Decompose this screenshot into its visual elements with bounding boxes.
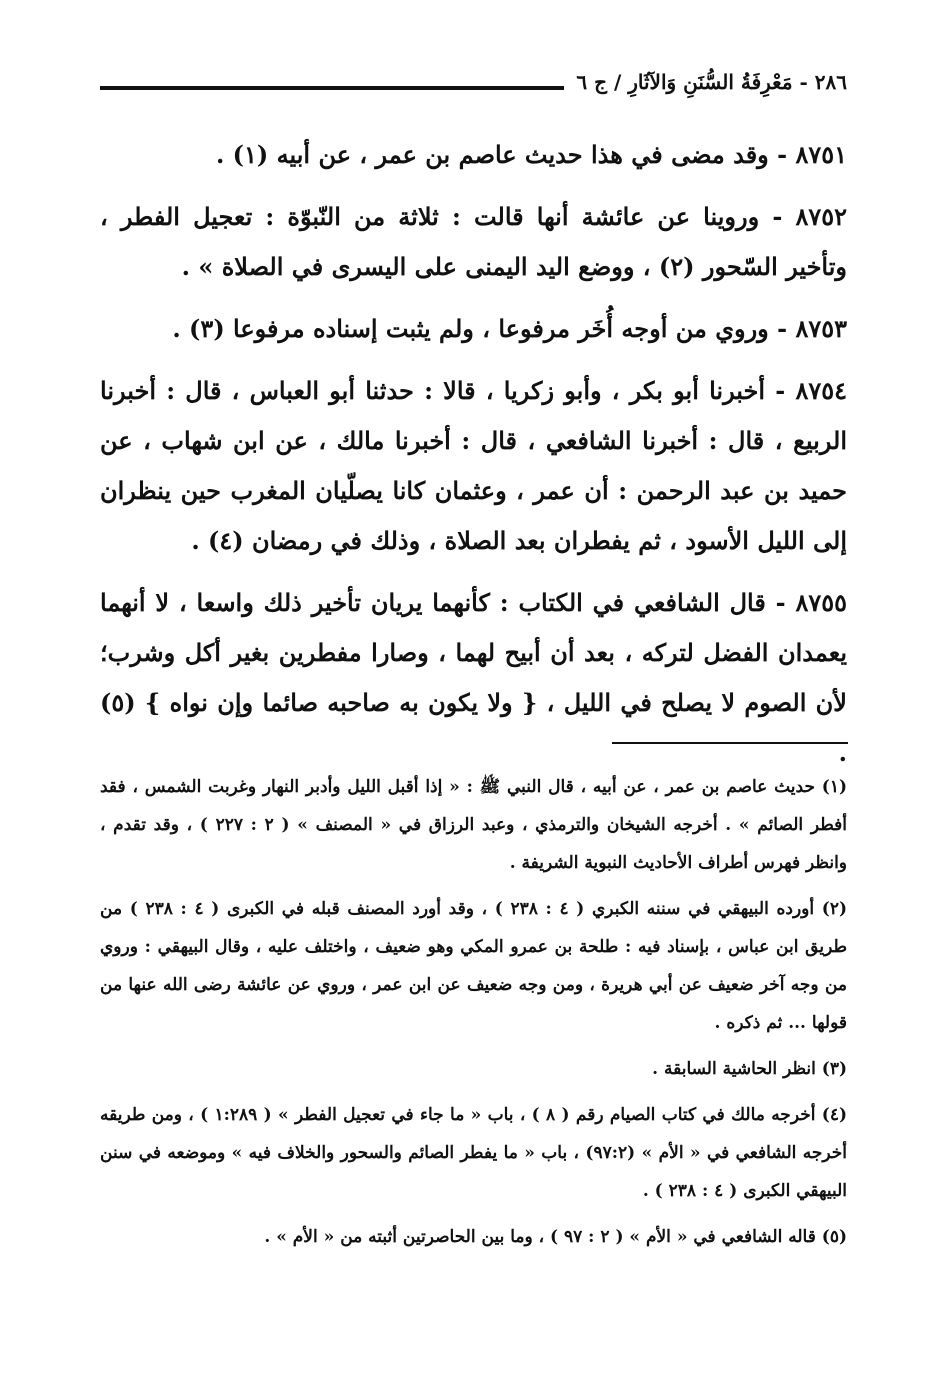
paragraph-text: - وروي من أوجه أُخَر مرفوعا ، ولم يثبت إسناده مرفوعا (٣) . — [172, 314, 796, 343]
header-title: ٢٨٦ - مَعْرِفَةُ السُّنَنِ وَالآثَارِ / ج ٦ — [576, 70, 847, 94]
footnotes — [100, 768, 847, 1264]
footnote-5: (٥) قاله الشافعي في « الأم » ( ٢ : ٩٧ ) ، وما بين الحاصرتين أثبته من « الأم » . — [264, 1227, 847, 1247]
main-text — [100, 130, 847, 790]
hadith-number: ٨٧٥٣ — [795, 314, 847, 343]
paragraph-8754 — [100, 366, 847, 566]
footnote-1: (١) حديث عاصم بن عمر ، عن أبيه ، قال النبي ﷺ : « إذا أقبل الليل وأدبر النهار وغربت الشمس ، فقد أفطر الصائم » . أخرجه الشيخان والترمذي ، وعبد الرزاق في « المصنف » ( ٢ : ٢٢٧ ) ، وقد تقدم ، وانظر فهرس أطراف الأحاديث النبوية الشريفة . — [100, 777, 847, 873]
hadith-number: ٨٧٥١ — [795, 140, 847, 169]
header-rule — [100, 86, 564, 90]
hadith-number: ٨٧٥٢ — [795, 202, 847, 231]
footnote-separator — [612, 742, 848, 744]
running-header — [100, 70, 847, 94]
hadith-number: ٨٧٥٥ — [795, 588, 847, 617]
footnote-4: (٤) أخرجه مالك في كتاب الصيام رقم ( ٨ ) ، باب « ما جاء في تعجيل الفطر » ( ١:٢٨٩ ) ، ومن طريقه أخرجه الشافعي في « الأم » (٩٧:٢) ، باب « ما يفطر الصائم والسحور والخلاف فيه » وموضعه في سنن البيهقي الكبرى ( ٤ : ٢٣٨ ) . — [100, 1105, 847, 1201]
footnote-3: (٣) انظر الحاشية السابقة . — [652, 1059, 847, 1079]
paragraph-8752 — [100, 192, 847, 292]
paragraph-8753 — [100, 304, 847, 354]
paragraph-text: - قال الشافعي في الكتاب : كأنهما يريان تأخير ذلك واسعا ، لا أنهما يعمدان الفضل لتركه ، بعد أن أبيح لهما ، وصارا مفطرين بغير أكل وشرب؛ لأن الصوم لا يصلح في الليل ، { ولا يكون به صاحبه صائما وإن نواه } (٥) . — [100, 588, 847, 767]
paragraph-text: - وروينا عن عائشة أنها قالت : ثلاثة من النّبوّة : تعجيل الفطر ، وتأخير السّحور (٢) ، ووضع اليد اليمنى على اليسرى في الصلاة » . — [100, 202, 847, 281]
hadith-number: ٨٧٥٤ — [795, 376, 847, 405]
paragraph-text: - أخبرنا أبو بكر ، وأبو زكريا ، قالا : حدثنا أبو العباس ، قال : أخبرنا الربيع ، قال : أخبرنا الشافعي ، قال : أخبرنا مالك ، عن ابن شهاب ، عن حميد بن عبد الرحمن : أن عمر ، وعثمان كانا يصلّيان المغرب حين ينظران إلى الليل الأسود ، ثم يفطران بعد الصلاة ، وذلك في رمضان (٤) . — [100, 376, 847, 555]
paragraph-8755 — [100, 578, 847, 778]
footnote-2: (٢) أورده البيهقي في سننه الكبري ( ٤ : ٢٣٨ ) ، وقد أورد المصنف قبله في الكبرى ( ٤ : ٢٣٨ ) من طريق ابن عباس ، بإسناد فيه : طلحة بن عمرو المكي وهو ضعيف ، واختلف عليه ، وقال البيهقي : وروي من وجه آخر ضعيف عن أبي هريرة ، ومن وجه ضعيف عن ابن عمر ، وروي عن عائشة رضى الله عنها من قولها ... ثم ذكره . — [100, 899, 847, 1033]
paragraph-text: - وقد مضى في هذا حديث عاصم بن عمر ، عن أبيه (١) . — [215, 140, 796, 169]
paragraph-8751 — [100, 130, 847, 180]
